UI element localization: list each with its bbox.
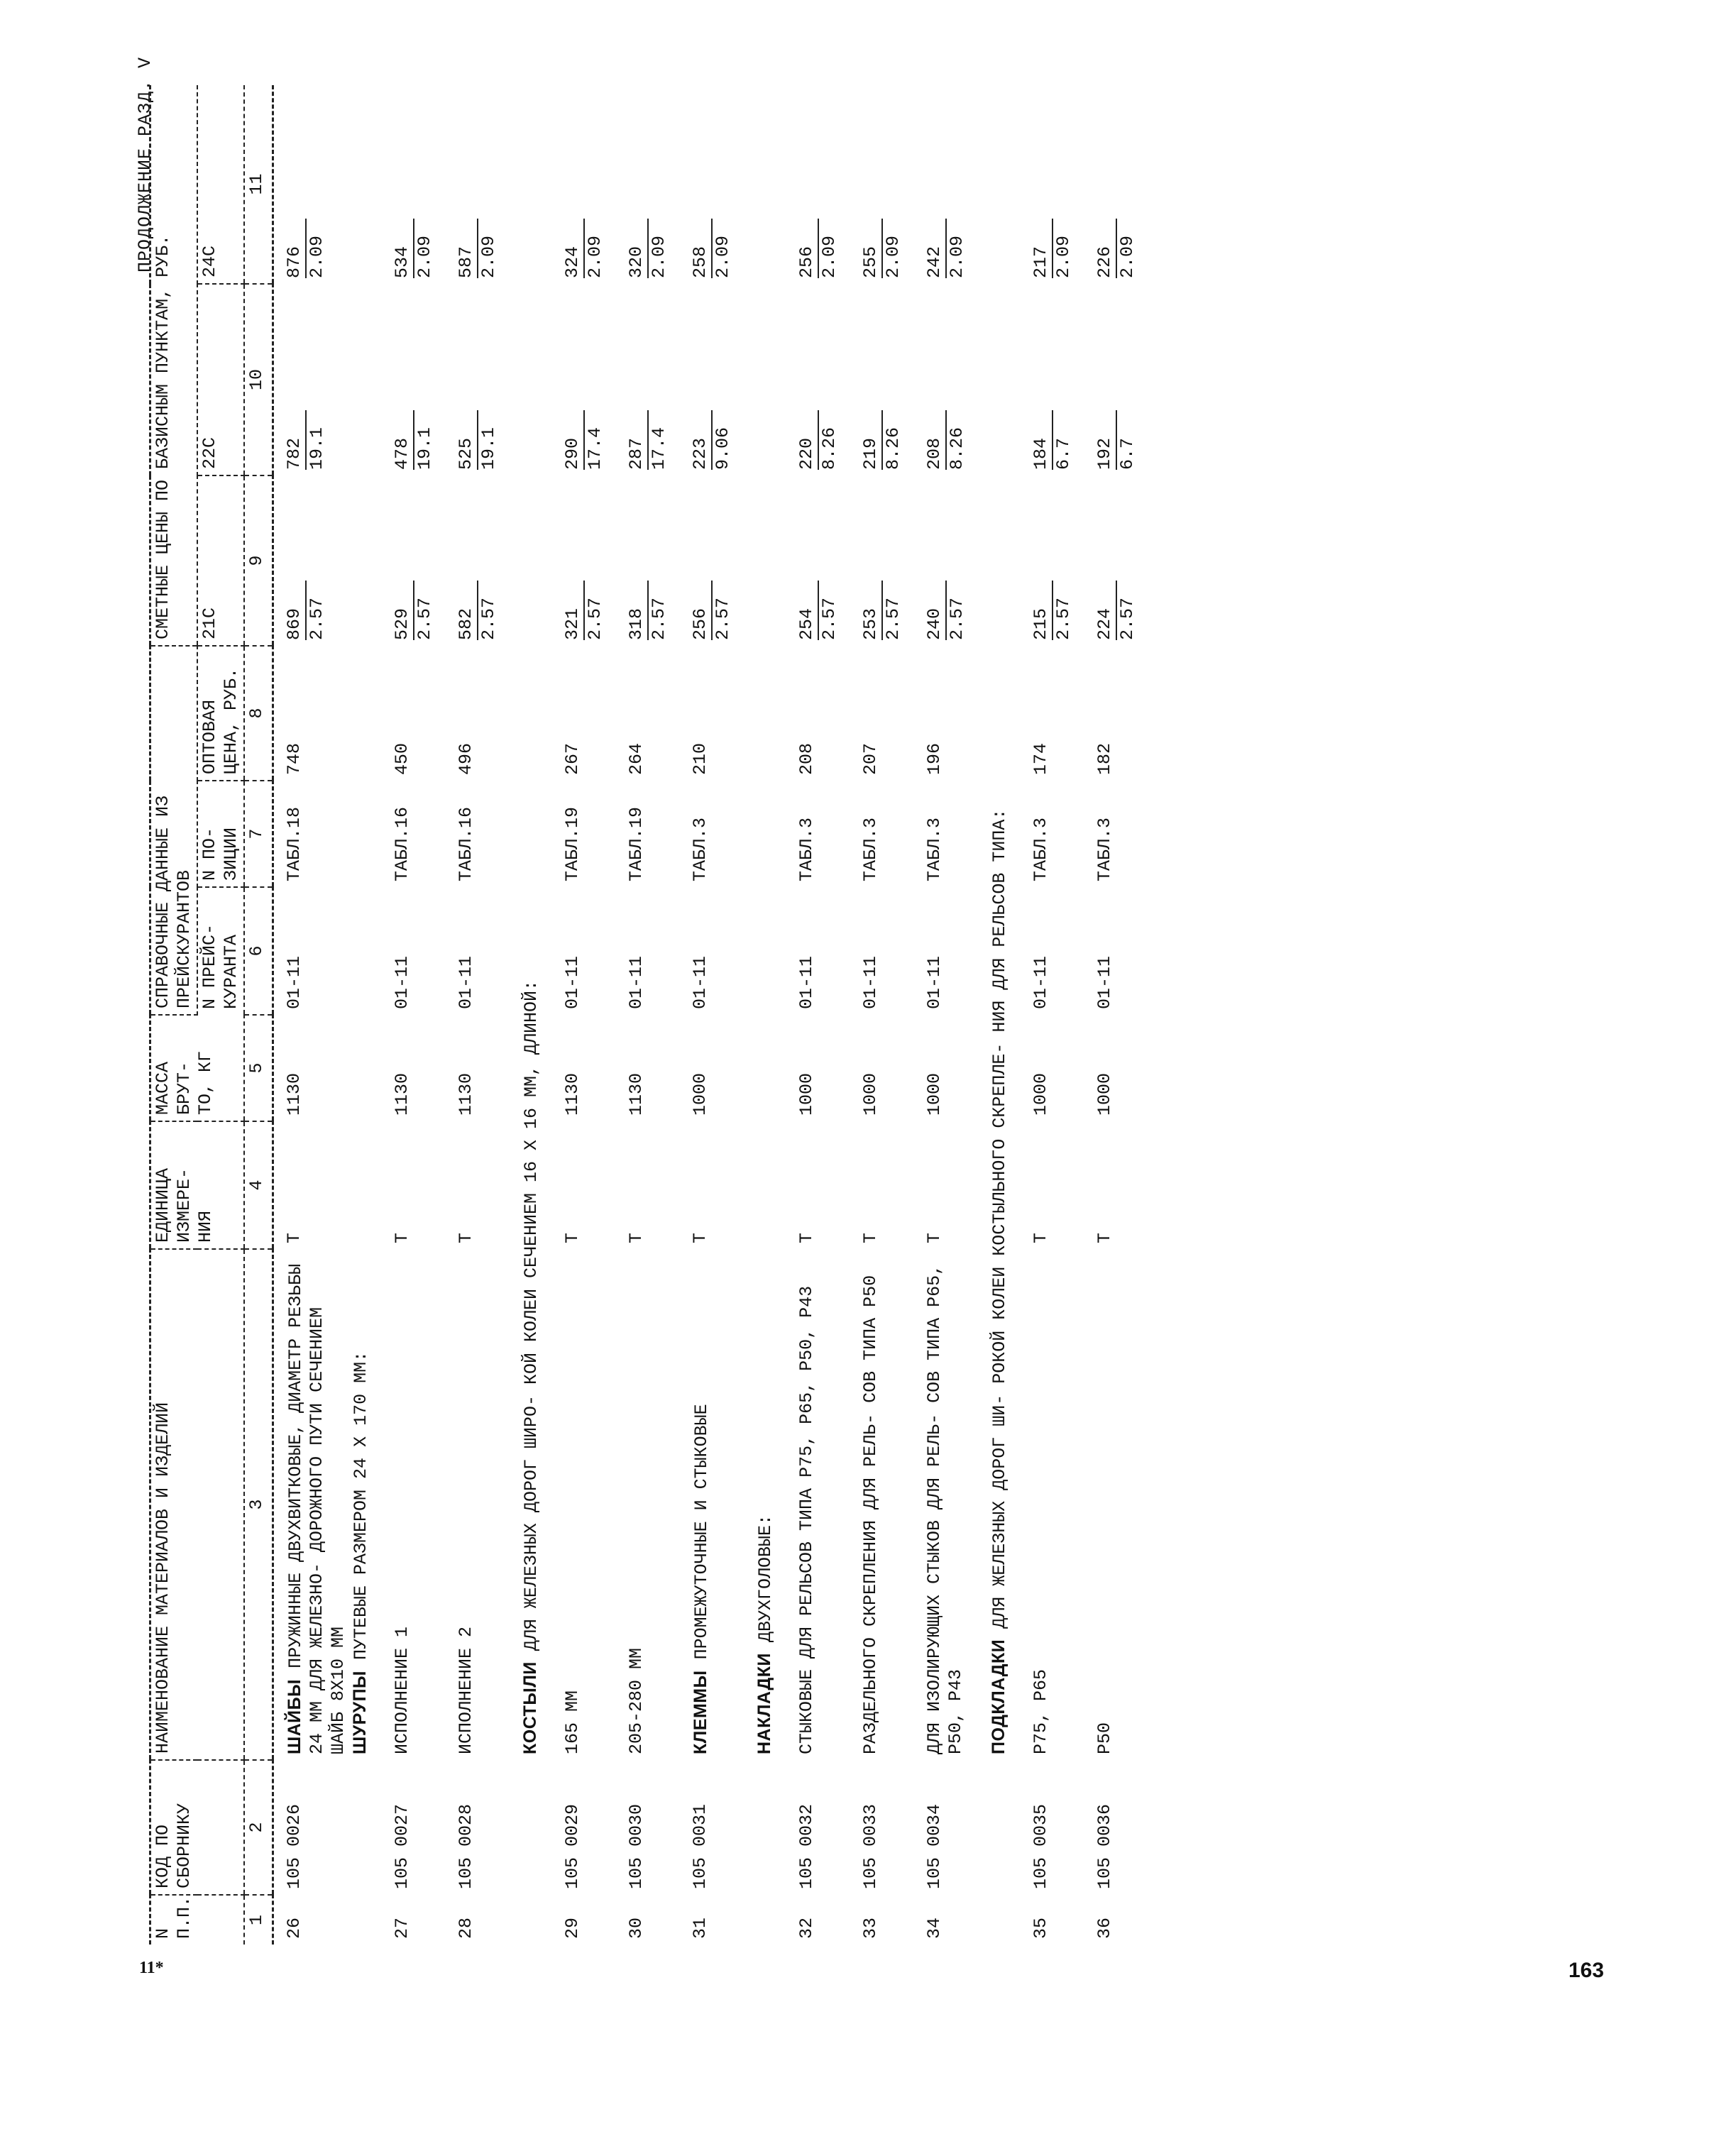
row-pricelist: 01-11 <box>924 955 945 1009</box>
table-row <box>552 85 616 1945</box>
row-price-p24 <box>786 85 850 284</box>
price-value: 256 <box>796 219 819 278</box>
row-price-p21 <box>850 475 914 646</box>
header-pricelist-no: N ПРЕЙС- КУРАНТА <box>199 923 241 1009</box>
price-coefficient: 2.09 <box>1117 235 1138 278</box>
row-name <box>552 1249 616 1760</box>
row-mass: 1130 <box>562 1072 583 1116</box>
table-row <box>273 85 383 1945</box>
row-number: 33 <box>860 1917 881 1939</box>
price-value: 320 <box>626 219 649 278</box>
header-position-no: N ПО- ЗИЦИИ <box>197 781 244 887</box>
price-value: 220 <box>796 410 819 470</box>
row-price-p24 <box>914 85 978 284</box>
row-pricelist: 01-11 <box>690 955 710 1009</box>
header-reference-group: СПРАВОЧНЫЕ ДАННЫЕ ИЗ ПРЕЙСКУРАНТОВ <box>150 646 198 1015</box>
row-unit: Т <box>626 1232 647 1243</box>
row-price-p21 <box>1084 475 1148 646</box>
row-price-p24 <box>552 85 616 284</box>
empty-cell <box>510 1760 552 1895</box>
signature-mark: 11* <box>139 1959 164 1977</box>
empty-cell <box>744 1895 786 1945</box>
row-name-text: РАЗДЕЛЬНОГО СКРЕПЛЕНИЯ ДЛЯ РЕЛЬ- СОВ ТИПА Р50 <box>860 1275 881 1754</box>
row-pricelist: 01-11 <box>284 955 304 1009</box>
row-mass: 1000 <box>860 1072 881 1116</box>
row-price-p21 <box>382 475 446 646</box>
column-number: 5 <box>244 1015 273 1121</box>
price-coefficient: 2.57 <box>1053 597 1074 640</box>
table-row <box>1021 85 1084 1945</box>
row-number: 27 <box>392 1917 412 1939</box>
row-mass: 1130 <box>626 1072 647 1116</box>
rotated-table-frame <box>149 85 1512 1945</box>
group-header-text <box>978 85 1021 1760</box>
row-price-p24 <box>616 85 680 284</box>
page-number: 163 <box>1568 1959 1605 1982</box>
price-coefficient: 2.09 <box>883 235 903 278</box>
row-price-p24 <box>1021 85 1084 284</box>
price-coefficient: 6.7 <box>1053 437 1074 470</box>
row-pricelist: 01-11 <box>796 955 817 1009</box>
row-number: 36 <box>1094 1917 1115 1939</box>
row-name-keyword: ШАЙБЫ <box>285 1678 304 1754</box>
row-price-p22 <box>786 284 850 475</box>
row-name <box>446 1249 510 1760</box>
column-number: 1 <box>244 1895 273 1945</box>
row-price-p22 <box>1021 284 1084 475</box>
price-value: 192 <box>1094 410 1117 470</box>
price-value: 224 <box>1094 581 1117 640</box>
column-number: 4 <box>244 1121 273 1249</box>
row-name <box>273 1249 383 1760</box>
price-value: 318 <box>626 581 649 640</box>
row-wholesale: 208 <box>796 742 817 775</box>
table-row <box>616 85 680 1945</box>
row-wholesale: 450 <box>392 742 412 775</box>
price-coefficient: 2.09 <box>649 235 669 278</box>
price-value: 324 <box>562 219 585 278</box>
table-header <box>150 85 273 1945</box>
table-row <box>786 85 850 1945</box>
row-unit: Т <box>860 1232 881 1243</box>
price-value: 287 <box>626 410 649 470</box>
header-name: НАИМЕНОВАНИЕ МАТЕРИАЛОВ И ИЗДЕЛИЙ <box>150 1249 245 1760</box>
row-price-p22 <box>552 284 616 475</box>
price-coefficient: 8.26 <box>947 427 967 470</box>
price-coefficient: 2.57 <box>307 597 327 640</box>
price-coefficient: 2.57 <box>819 597 840 640</box>
table-body <box>273 85 1149 1945</box>
price-coefficient: 2.09 <box>307 235 327 278</box>
row-name <box>850 1249 914 1760</box>
price-coefficient: 8.26 <box>819 427 840 470</box>
row-number: 35 <box>1031 1917 1051 1939</box>
column-number: 2 <box>244 1760 273 1895</box>
row-pricelist: 01-11 <box>1031 955 1051 1009</box>
header-point-21c: 21С <box>197 475 244 646</box>
row-name-text: СТЫКОВЫЕ ДЛЯ РЕЛЬСОВ ТИПА Р75, Р65, Р50, Р43 <box>796 1285 817 1754</box>
row-name-text: ДЛЯ ИЗОЛИРУЮЩИХ СТЫКОВ ДЛЯ РЕЛЬ- СОВ ТИПА Р65, Р50, Р43 <box>924 1264 966 1754</box>
row-name-text: ПРУЖИННЫЕ ДВУХВИТКОВЫЕ, ДИАМЕТР РЕЗЬБЫ 24 ММ ДЛЯ ЖЕЛЕЗНО- ДОРОЖНОГО ПУТИ СЕЧЕНИЕМ ШАЙБ 8X10 ММ <box>285 1263 348 1754</box>
row-price-p22 <box>273 284 383 475</box>
price-coefficient: 8.26 <box>883 427 903 470</box>
row-number: 28 <box>456 1917 476 1939</box>
row-code: 105 0035 <box>1031 1803 1051 1889</box>
row-price-p22 <box>616 284 680 475</box>
price-coefficient: 2.09 <box>585 235 605 278</box>
row-name <box>680 1249 744 1760</box>
price-value: 258 <box>690 219 713 278</box>
row-number: 32 <box>796 1917 817 1939</box>
column-number: 3 <box>244 1249 273 1760</box>
header-unit: ЕДИНИЦА ИЗМЕРЕ- НИЯ <box>150 1121 245 1249</box>
price-value: 782 <box>284 410 307 470</box>
price-coefficient: 2.09 <box>478 235 499 278</box>
row-price-p21 <box>786 475 850 646</box>
row-wholesale: 496 <box>456 742 476 775</box>
row-pricelist: 01-11 <box>562 955 583 1009</box>
row-position: ТАБЛ.3 <box>1094 817 1115 881</box>
row-unit: Т <box>796 1232 817 1243</box>
row-price-p21 <box>446 475 510 646</box>
group-header-row <box>978 85 1021 1945</box>
group-description: ДЛЯ ЖЕЛЕЗНЫХ ДОРОГ ШИ- РОКОЙ КОЛЕИ КОСТЫЛЬНОГО СКРЕПЛЕ- НИЯ ДЛЯ РЕЛЬСОВ ТИПА: <box>989 808 1010 1639</box>
row-price-p24 <box>1084 85 1148 284</box>
row-extra-text: ПУТЕВЫЕ РАЗМЕРОМ 24 X 170 ММ: <box>351 1351 371 1671</box>
row-name-keyword: КЛЕММЫ <box>691 1670 710 1754</box>
price-value: 226 <box>1094 219 1117 278</box>
row-position: ТАБЛ.3 <box>860 817 881 881</box>
row-name <box>914 1249 978 1760</box>
row-unit: Т <box>924 1232 945 1243</box>
row-price-p24 <box>680 85 744 284</box>
row-mass: 1000 <box>1094 1072 1115 1116</box>
empty-cell <box>744 1760 786 1895</box>
price-coefficient: 2.57 <box>947 597 967 640</box>
row-wholesale: 182 <box>1094 742 1115 775</box>
header-point-22c: 22С <box>197 284 244 475</box>
price-value: 256 <box>690 581 713 640</box>
header-code: КОД ПО СБОРНИКУ <box>150 1760 245 1895</box>
row-wholesale: 196 <box>924 742 945 775</box>
row-mass: 1130 <box>284 1072 304 1116</box>
row-price-p24 <box>850 85 914 284</box>
row-pricelist: 01-11 <box>1094 955 1115 1009</box>
row-wholesale: 174 <box>1031 742 1051 775</box>
group-header-text <box>744 85 786 1760</box>
row-price-p22 <box>914 284 978 475</box>
price-coefficient: 19.1 <box>414 427 435 470</box>
row-mass: 1000 <box>796 1072 817 1116</box>
price-coefficient: 9.06 <box>713 427 733 470</box>
row-unit: Т <box>284 1232 304 1243</box>
header-n-pp: N П.П. <box>150 1895 245 1945</box>
row-position: ТАБЛ.3 <box>796 817 817 881</box>
group-header-text <box>510 85 552 1760</box>
price-value: 587 <box>456 219 478 278</box>
row-unit: Т <box>690 1232 710 1243</box>
price-coefficient: 17.4 <box>585 427 605 470</box>
column-number: 6 <box>244 887 273 1015</box>
price-coefficient: 19.1 <box>478 427 499 470</box>
row-name <box>1021 1249 1084 1760</box>
row-code: 105 0032 <box>796 1803 817 1889</box>
price-coefficient: 2.57 <box>883 597 903 640</box>
row-name <box>786 1249 850 1760</box>
row-position: ТАБЛ.16 <box>392 806 412 881</box>
row-position: ТАБЛ.18 <box>284 806 304 881</box>
price-coefficient: 17.4 <box>649 427 669 470</box>
row-code: 105 0031 <box>690 1803 710 1889</box>
row-wholesale: 207 <box>860 742 881 775</box>
price-value: 215 <box>1031 581 1053 640</box>
row-unit: Т <box>1094 1232 1115 1243</box>
row-unit: Т <box>1031 1232 1051 1243</box>
empty-cell <box>978 1895 1021 1945</box>
row-mass: 1130 <box>456 1072 476 1116</box>
row-price-p21 <box>552 475 616 646</box>
price-value: 223 <box>690 410 713 470</box>
row-position: ТАБЛ.16 <box>456 806 476 881</box>
price-coefficient: 2.57 <box>713 597 733 640</box>
row-price-p22 <box>446 284 510 475</box>
row-code: 105 0033 <box>860 1803 881 1889</box>
price-value: 240 <box>924 581 947 640</box>
column-number: 8 <box>244 646 273 781</box>
row-unit: Т <box>562 1232 583 1243</box>
table-row <box>850 85 914 1945</box>
column-number: 9 <box>244 475 273 646</box>
price-value: 869 <box>284 581 307 640</box>
header-wholesale-price: ОПТОВАЯ ЦЕНА, РУБ. <box>197 646 244 781</box>
row-code: 105 0036 <box>1094 1803 1115 1889</box>
group-keyword: НАКЛАДКИ <box>754 1653 774 1754</box>
table-row <box>446 85 510 1945</box>
row-position: ТАБЛ.3 <box>924 817 945 881</box>
price-coefficient: 2.57 <box>478 597 499 640</box>
row-mass: 1000 <box>1031 1072 1051 1116</box>
row-name-text: ИСПОЛНЕНИЕ 2 <box>456 1626 476 1754</box>
price-coefficient: 2.09 <box>1053 235 1074 278</box>
row-mass: 1000 <box>690 1072 710 1116</box>
price-value: 255 <box>860 219 883 278</box>
row-code: 105 0029 <box>562 1803 583 1889</box>
table-row <box>914 85 978 1945</box>
row-price-p21 <box>273 475 383 646</box>
row-position: ТАБЛ.19 <box>562 806 583 881</box>
row-name-text: 205-280 ММ <box>626 1647 647 1754</box>
column-number: 11 <box>244 85 273 284</box>
row-name <box>616 1249 680 1760</box>
row-code: 105 0034 <box>924 1803 945 1889</box>
row-position: ТАБЛ.3 <box>690 817 710 881</box>
row-pricelist: 01-11 <box>626 955 647 1009</box>
price-coefficient: 2.57 <box>649 597 669 640</box>
price-coefficient: 2.09 <box>414 235 435 278</box>
row-code: 105 0027 <box>392 1803 412 1889</box>
row-extra-keyword: ШУРУПЫ <box>350 1670 370 1754</box>
row-unit: Т <box>456 1232 476 1243</box>
row-name-text: ИСПОЛНЕНИЕ 1 <box>392 1626 412 1754</box>
row-price-p22 <box>382 284 446 475</box>
row-name-text: Р75, Р65 <box>1031 1668 1051 1754</box>
empty-cell <box>510 1895 552 1945</box>
row-name-text: 165 ММ <box>562 1690 583 1754</box>
row-price-p24 <box>382 85 446 284</box>
row-name <box>382 1249 446 1760</box>
header-estimate-group: СМЕТНЫЕ ЦЕНЫ ПО БАЗИСНЫМ ПУНКТАМ, РУБ. <box>150 85 198 646</box>
row-position: ТАБЛ.3 <box>1031 817 1051 881</box>
row-position: ТАБЛ.19 <box>626 806 647 881</box>
table-row <box>680 85 744 1945</box>
row-wholesale: 210 <box>690 742 710 775</box>
row-price-p21 <box>680 475 744 646</box>
row-name-text: ПРОМЕЖУТОЧНЫЕ И СТЫКОВЫЕ <box>691 1404 712 1671</box>
empty-cell <box>978 1760 1021 1895</box>
row-price-p22 <box>850 284 914 475</box>
continuation-text: ПРОДОЛЖЕНИЕ РАЗД. V <box>135 57 155 273</box>
price-value: 582 <box>456 581 478 640</box>
group-description: ДЛЯ ЖЕЛЕЗНЫХ ДОРОГ ШИРО- КОЙ КОЛЕИ СЕЧЕНИЕМ 16 X 16 ММ, ДЛИНОЙ: <box>521 979 542 1662</box>
row-wholesale: 267 <box>562 742 583 775</box>
price-value: 290 <box>562 410 585 470</box>
row-mass: 1000 <box>924 1072 945 1116</box>
price-coefficient: 2.09 <box>947 235 967 278</box>
row-number: 34 <box>924 1917 945 1939</box>
price-coefficient: 2.57 <box>585 597 605 640</box>
price-coefficient: 2.57 <box>414 597 435 640</box>
row-number: 26 <box>284 1917 304 1939</box>
row-price-p24 <box>273 85 383 284</box>
column-number: 10 <box>244 284 273 475</box>
header-point-24c: 24С <box>197 85 244 284</box>
price-value: 529 <box>392 581 414 640</box>
row-price-p22 <box>680 284 744 475</box>
price-value: 253 <box>860 581 883 640</box>
row-wholesale: 264 <box>626 742 647 775</box>
group-description: ДВУХГОЛОВЫЕ: <box>755 1514 776 1654</box>
table-row <box>382 85 446 1945</box>
group-header-row <box>510 85 552 1945</box>
row-name <box>1084 1249 1148 1760</box>
table-row <box>1084 85 1148 1945</box>
group-keyword: ПОДКЛАДКИ <box>989 1639 1009 1754</box>
row-code: 105 0028 <box>456 1803 476 1889</box>
price-coefficient: 6.7 <box>1117 437 1138 470</box>
row-number: 31 <box>690 1917 710 1939</box>
row-mass: 1130 <box>392 1072 412 1116</box>
group-keyword: КОСТЫЛИ <box>520 1661 540 1754</box>
price-value: 478 <box>392 410 414 470</box>
row-name-extra <box>349 1255 372 1754</box>
row-pricelist: 01-11 <box>456 955 476 1009</box>
price-coefficient: 19.1 <box>307 427 327 470</box>
group-header-row <box>744 85 786 1945</box>
row-wholesale: 748 <box>284 742 304 775</box>
price-value: 242 <box>924 219 947 278</box>
price-coefficient: 2.09 <box>713 235 733 278</box>
row-price-p21 <box>914 475 978 646</box>
header-mass: МАССА БРУТ- ТО, КГ <box>150 1015 245 1121</box>
row-unit: Т <box>392 1232 412 1243</box>
row-price-p22 <box>1084 284 1148 475</box>
price-value: 254 <box>796 581 819 640</box>
row-name-text: Р50 <box>1094 1722 1115 1754</box>
price-value: 876 <box>284 219 307 278</box>
price-value: 321 <box>562 581 585 640</box>
row-pricelist: 01-11 <box>860 955 881 1009</box>
row-pricelist: 01-11 <box>392 955 412 1009</box>
row-price-p21 <box>1021 475 1084 646</box>
price-table <box>149 85 1148 1945</box>
row-number: 29 <box>562 1917 583 1939</box>
row-price-p24 <box>446 85 510 284</box>
row-code: 105 0026 <box>284 1803 304 1889</box>
price-value: 184 <box>1031 410 1053 470</box>
price-value: 217 <box>1031 219 1053 278</box>
price-value: 534 <box>392 219 414 278</box>
price-coefficient: 2.57 <box>1117 597 1138 640</box>
column-number: 7 <box>244 781 273 887</box>
row-price-p21 <box>616 475 680 646</box>
price-value: 525 <box>456 410 478 470</box>
row-code: 105 0030 <box>626 1803 647 1889</box>
price-value: 219 <box>860 410 883 470</box>
column-number-row <box>244 85 273 1945</box>
row-number: 30 <box>626 1917 647 1939</box>
price-value: 208 <box>924 410 947 470</box>
price-coefficient: 2.09 <box>819 235 840 278</box>
